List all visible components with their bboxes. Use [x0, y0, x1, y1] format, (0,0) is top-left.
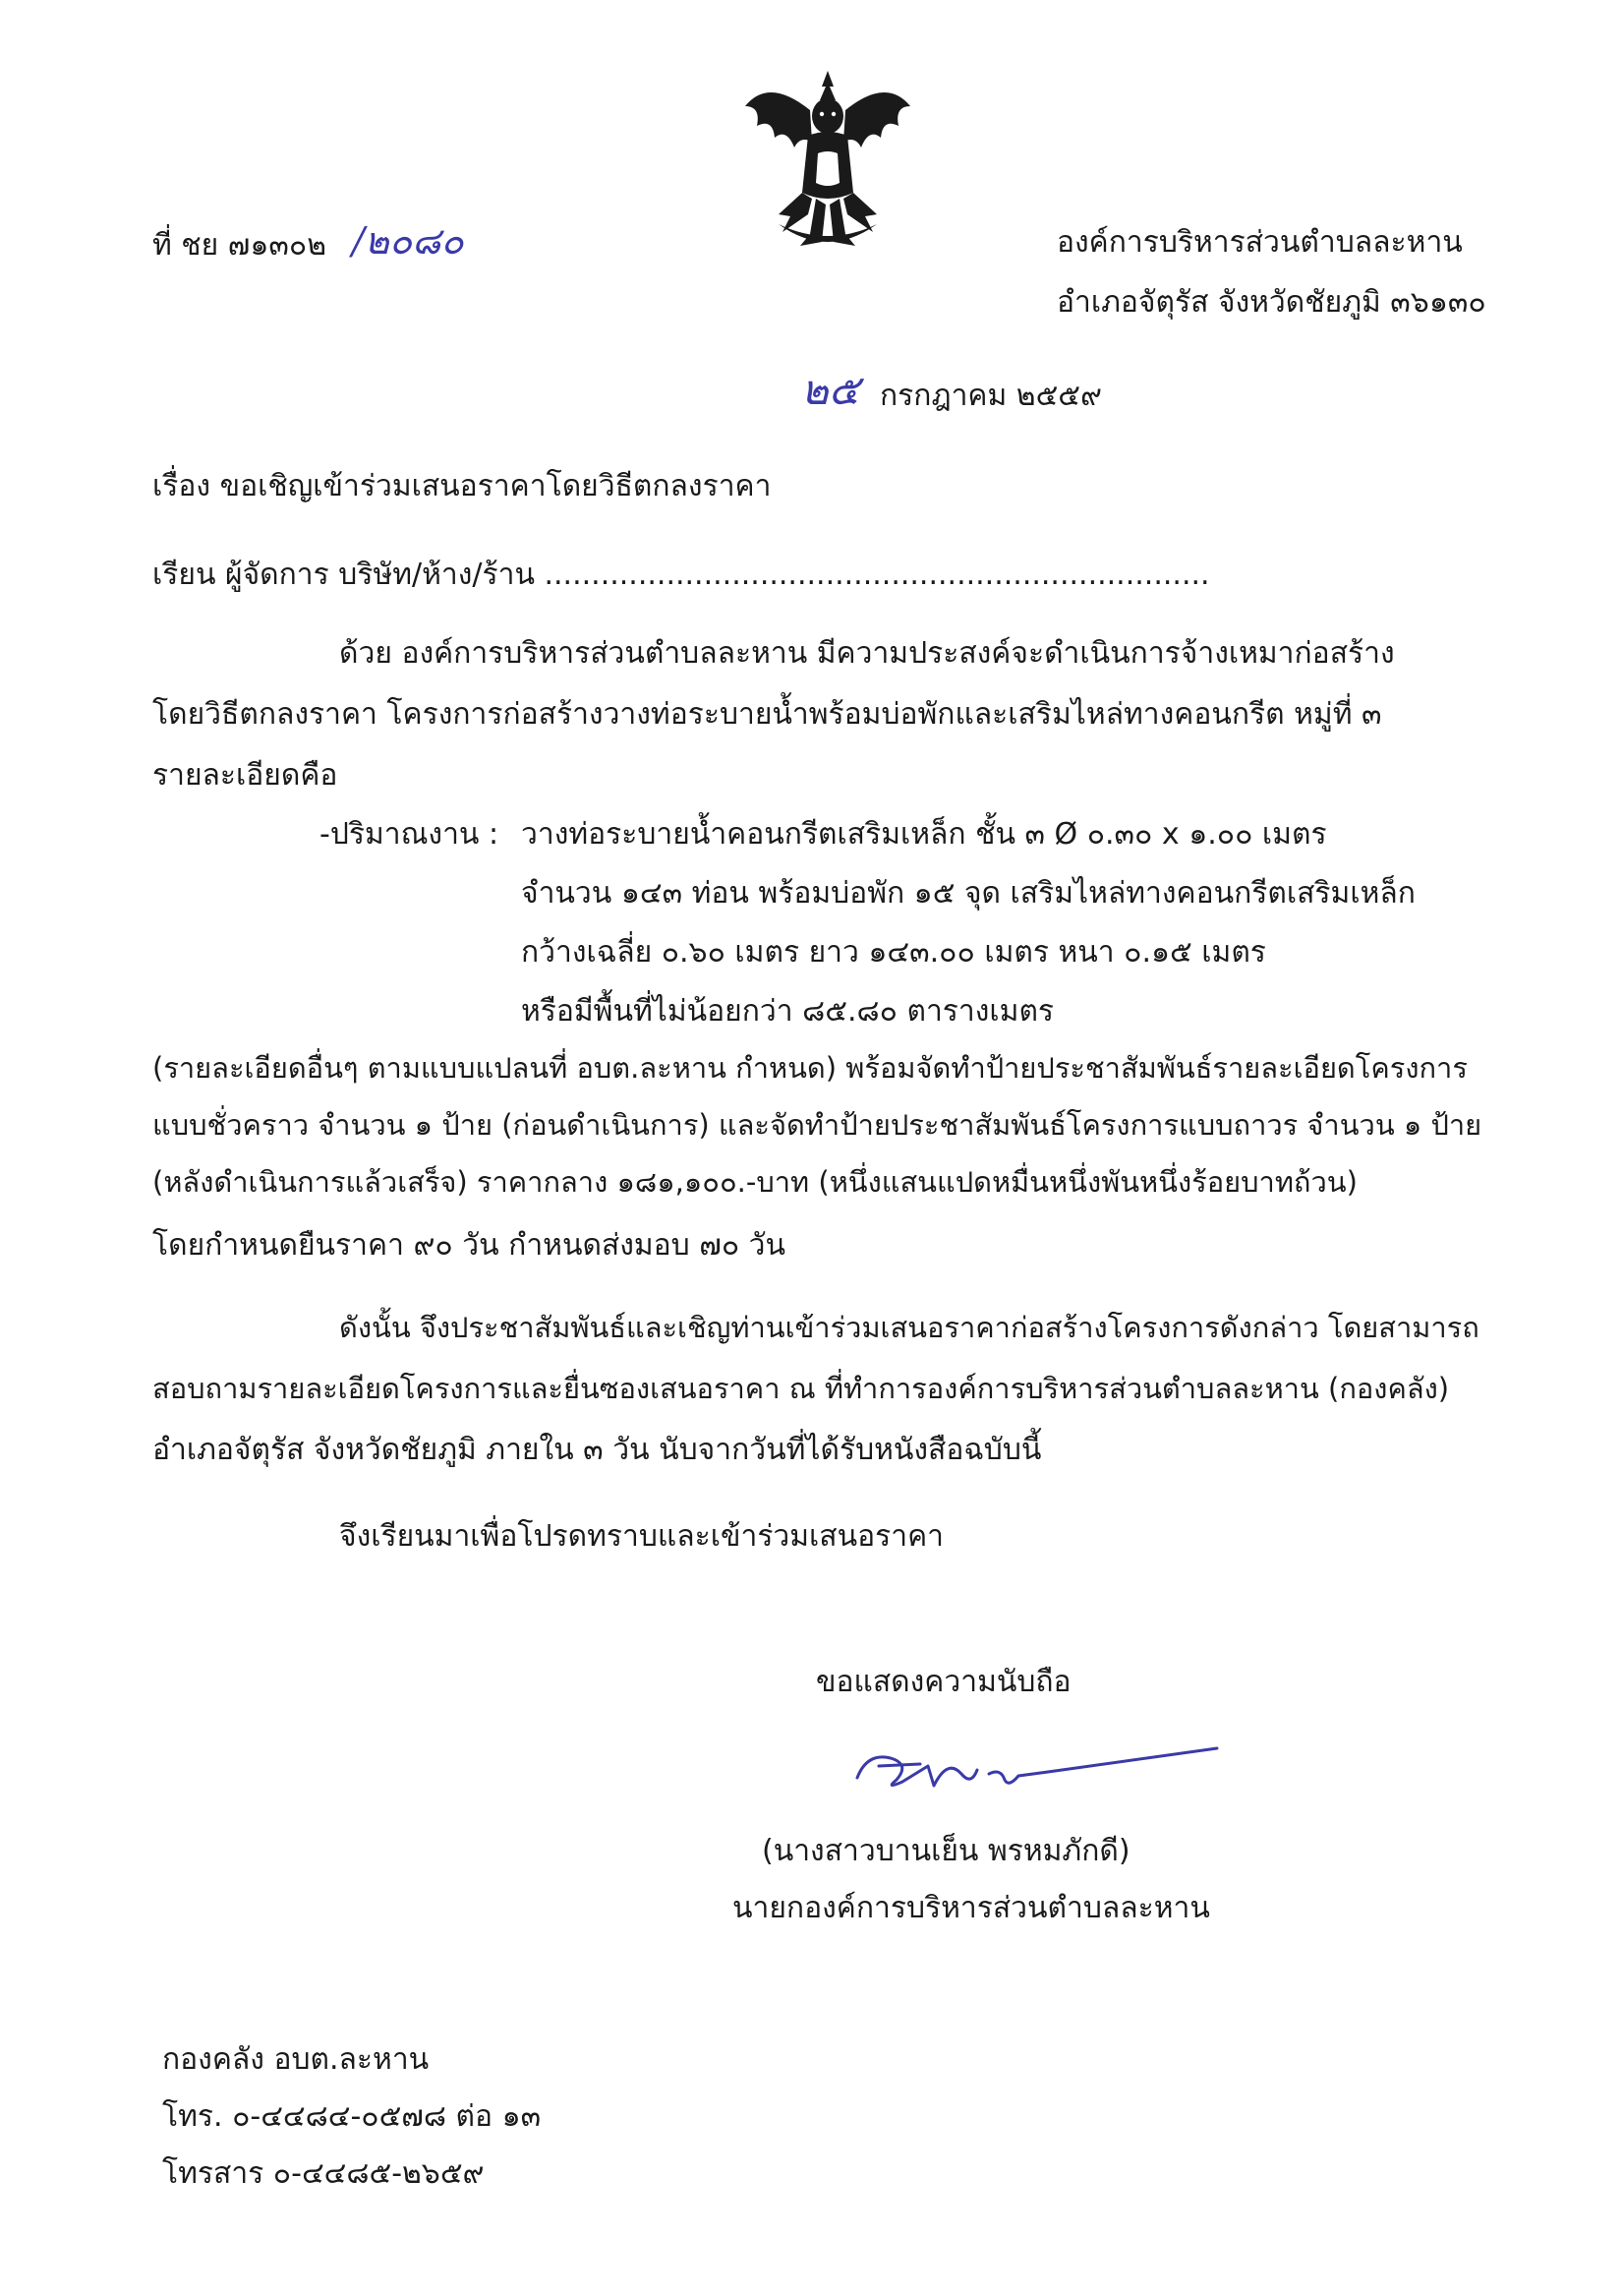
workload-line-4: หรือมีพื้นที่ไม่น้อยกว่า ๘๕.๘๐ ตารางเมตร — [521, 994, 1055, 1029]
body-paragraph-2-line-2: แบบชั่วคราว จำนวน ๑ ป้าย (ก่อนดำเนินการ) และจัดทำป้ายประชาสัมพันธ์โครงการแบบถาวร จำนวน ๑ ป้าย — [152, 1108, 1482, 1142]
workload-line-3: กว้างเฉลี่ย ๐.๖๐ เมตร ยาว ๑๔๓.๐๐ เมตร หนา ๐.๑๕ เมตร — [521, 935, 1266, 970]
signer-name: (นางสาวบานเย็น พรหมภักดี) — [762, 1834, 1130, 1868]
footer-fax: โทรสาร ๐-๔๔๘๕-๒๖๕๙ — [162, 2156, 485, 2191]
reference-number-handwritten: /๒๐๘๐ — [352, 219, 464, 263]
garuda-emblem-icon — [739, 67, 916, 256]
date-day-handwritten: ๒๕ — [801, 366, 860, 414]
footer-phone: โทร. ๐-๔๔๘๔-๐๕๗๘ ต่อ ๑๓ — [162, 2099, 542, 2134]
signer-title: นายกองค์การบริหารส่วนตำบลละหาน — [732, 1891, 1210, 1925]
body-paragraph-3-line-1: ดังนั้น จึงประชาสัมพันธ์และเชิญท่านเข้าร่วมเสนอราคาก่อสร้างโครงการดังกล่าว โดยสามารถ — [339, 1311, 1479, 1344]
footer-department: กองคลัง อบต.ละหาน — [162, 2042, 430, 2077]
date-month-year: กรกฎาคม ๒๕๕๙ — [880, 379, 1102, 413]
reference-number: ที่ ชย ๗๑๓๐๒ — [152, 228, 326, 263]
handwritten-signature — [845, 1731, 1219, 1799]
organization-address: อำเภอจัตุรัส จังหวัดชัยภูมิ ๓๖๑๓๐ — [1057, 285, 1486, 320]
body-paragraph-2-line-1: (รายละเอียดอื่นๆ ตามแบบแปลนที่ อบต.ละหาน กำหนด) พร้อมจัดทำป้ายประชาสัมพันธ์รายละเอียดโครงการ — [152, 1051, 1468, 1085]
body-paragraph-2-line-4: โดยกำหนดยืนราคา ๙๐ วัน กำหนดส่งมอบ ๗๐ วัน — [152, 1228, 786, 1263]
closing-salutation: ขอแสดงความนับถือ — [816, 1665, 1072, 1699]
organization-name: องค์การบริหารส่วนตำบลละหาน — [1057, 225, 1463, 260]
body-paragraph-1-line-2: โดยวิธีตกลงราคา โครงการก่อสร้างวางท่อระบายน้ำพร้อมบ่อพักและเสริมไหล่ทางคอนกรีต หมู่ที่ ๓ — [152, 697, 1382, 732]
body-paragraph-2-line-3: (หลังดำเนินการแล้วเสร็จ) ราคากลาง ๑๘๑,๑๐๐.-บาท (หนึ่งแสนแปดหมื่นหนึ่งพันหนึ่งร้อยบาทถ้วน) — [152, 1165, 1358, 1199]
body-paragraph-3-line-2: สอบถามรายละเอียดโครงการและยื่นซองเสนอราคา ณ ที่ทำการองค์การบริหารส่วนตำบลละหาน (กองคลัง) — [152, 1372, 1450, 1405]
subject-line: เรื่อง ขอเชิญเข้าร่วมเสนอราคาโดยวิธีตกลงราคา — [152, 469, 772, 503]
workload-line-2: จำนวน ๑๔๓ ท่อน พร้อมบ่อพัก ๑๕ จุด เสริมไหล่ทางคอนกรีตเสริมเหล็ก — [521, 876, 1416, 911]
body-paragraph-1-line-3: รายละเอียดคือ — [152, 758, 338, 793]
workload-line-1: วางท่อระบายน้ำคอนกรีตเสริมเหล็ก ชั้น ๓ Ø ๐.๓๐ x ๑.๐๐ เมตร — [521, 817, 1327, 852]
recipient-line: เรียน ผู้จัดการ บริษัท/ห้าง/ร้าน ....................................................................... — [152, 558, 1210, 592]
body-paragraph-4: จึงเรียนมาเพื่อโปรดทราบและเข้าร่วมเสนอราคา — [339, 1519, 945, 1554]
workload-label: -ปริมาณงาน : — [319, 817, 499, 852]
body-paragraph-1-line-1: ด้วย องค์การบริหารส่วนตำบลละหาน มีความประสงค์จะดำเนินการจ้างเหมาก่อสร้าง — [339, 636, 1395, 671]
body-paragraph-3-line-3: อำเภอจัตุรัส จังหวัดชัยภูมิ ภายใน ๓ วัน นับจากวันที่ได้รับหนังสือฉบับนี้ — [152, 1433, 1042, 1467]
